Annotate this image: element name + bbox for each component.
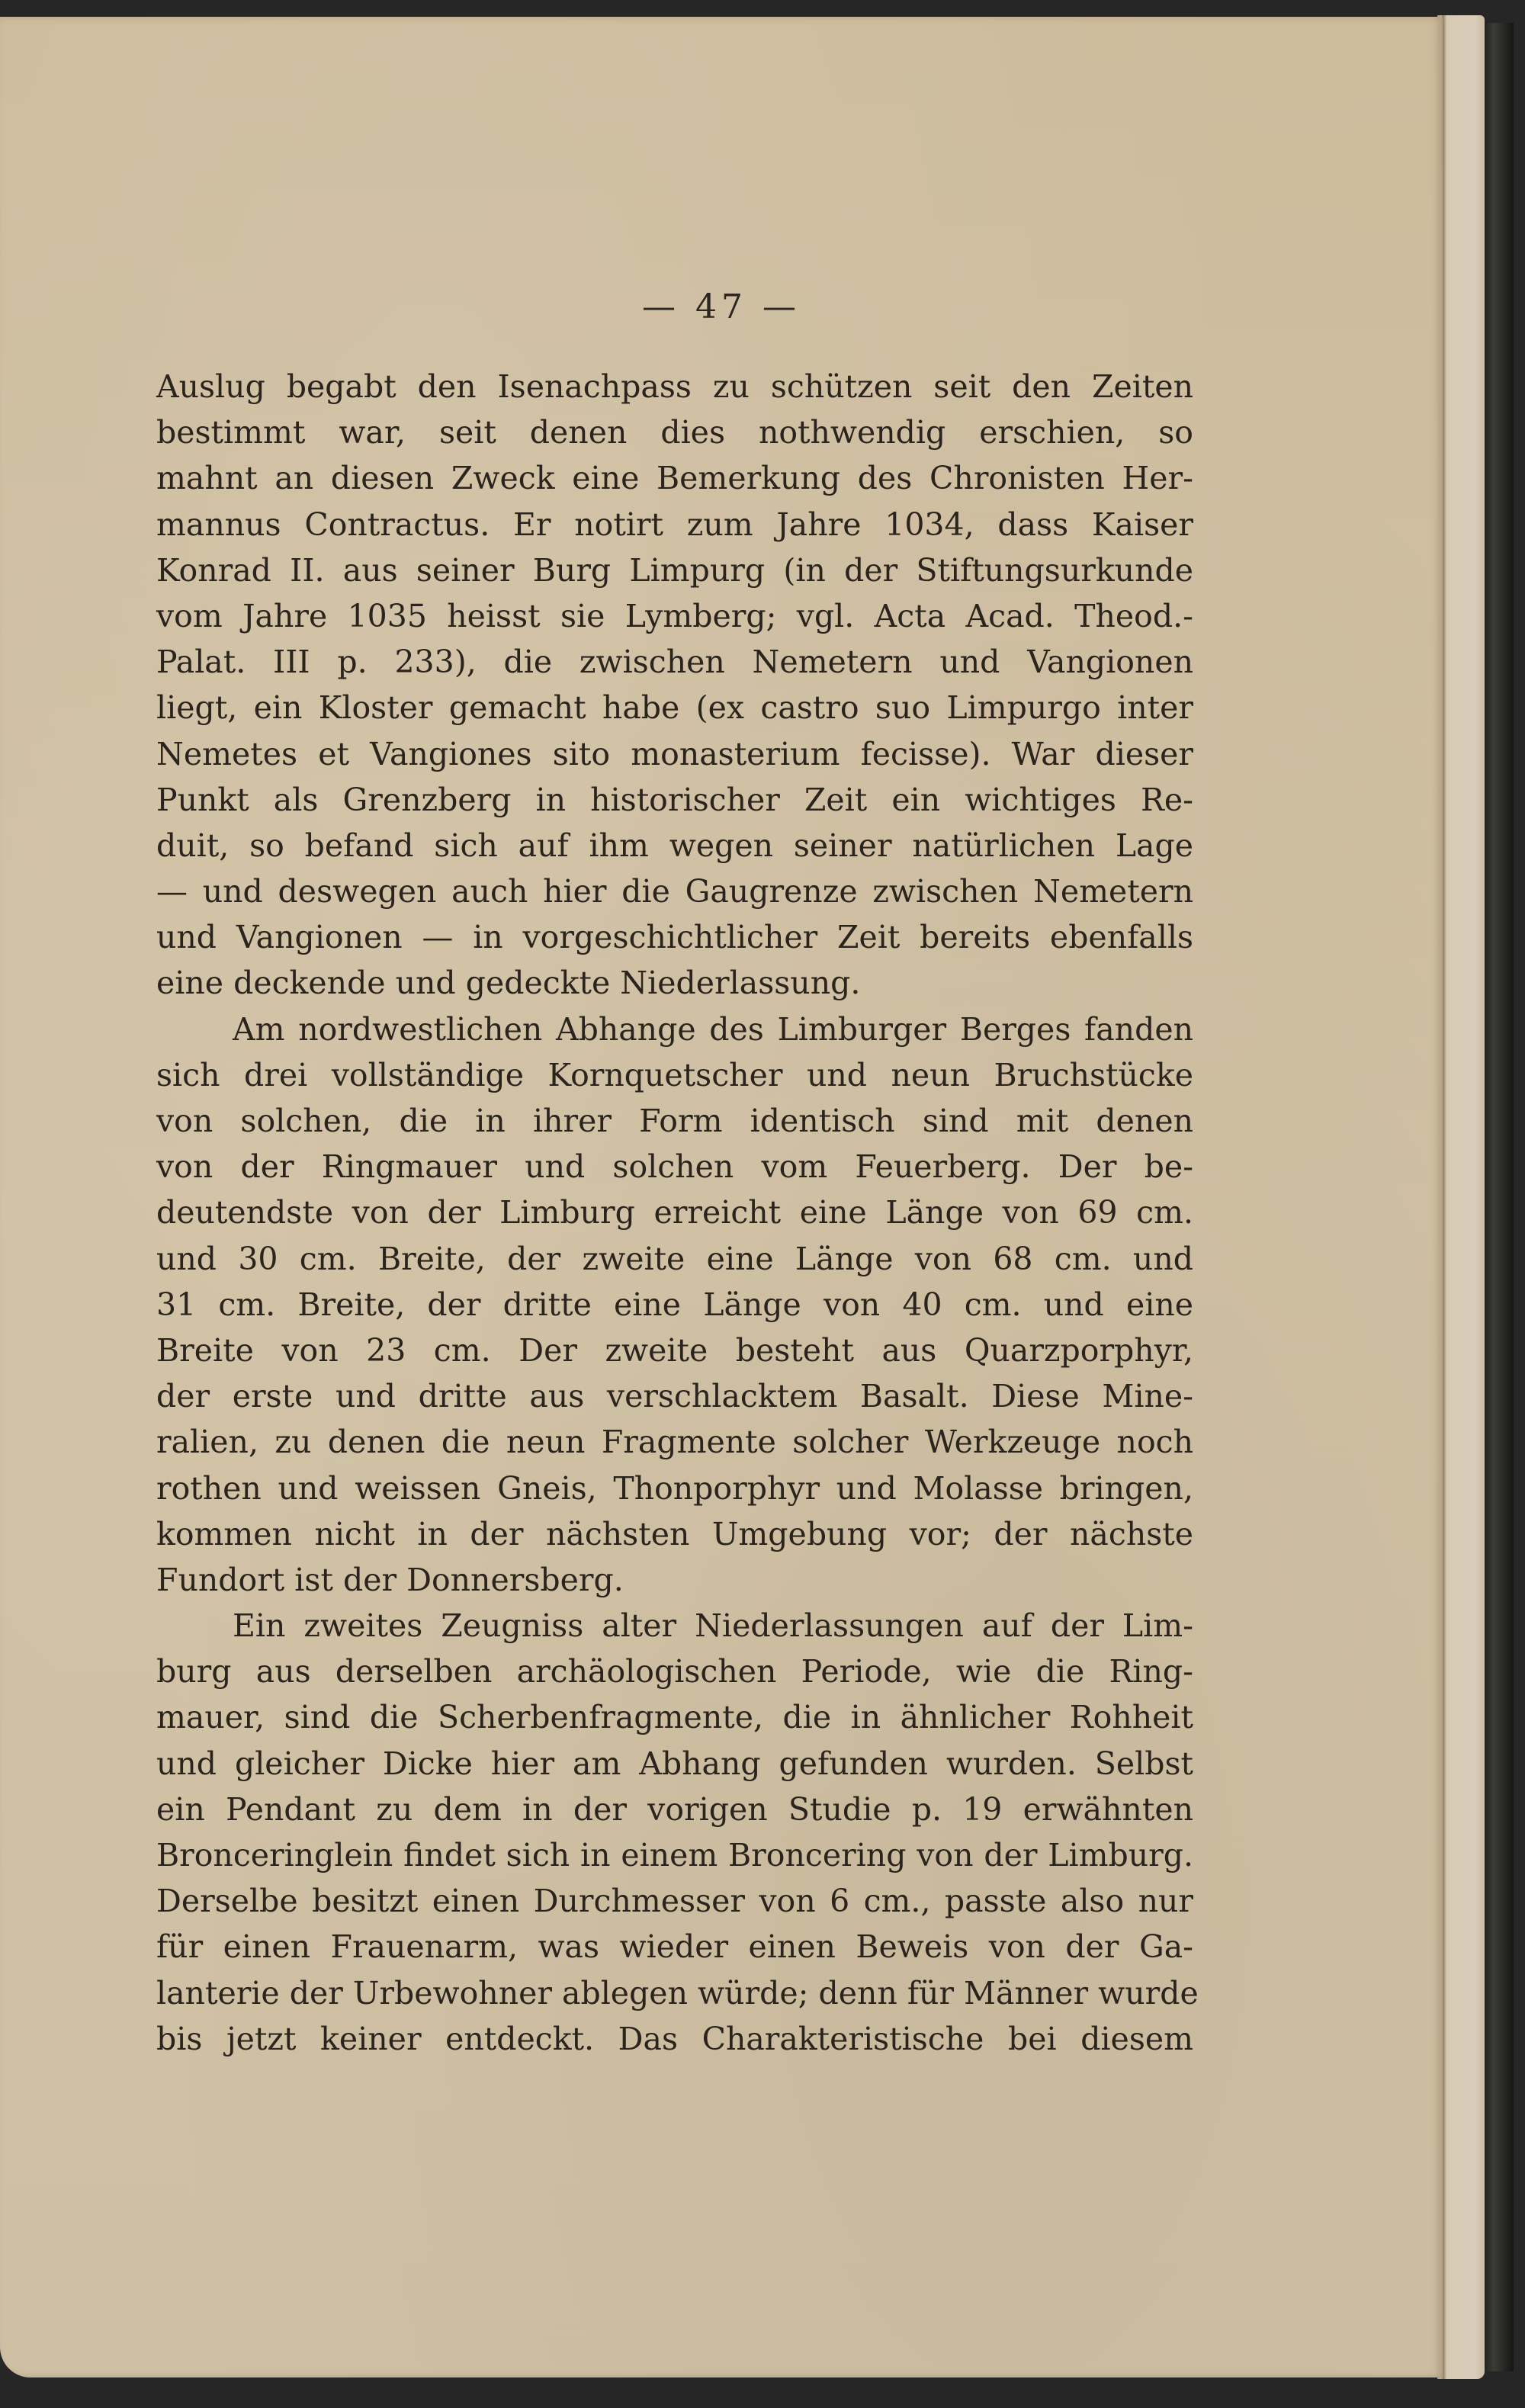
text-line: Breite von 23 cm. Der zweite besteht aus Quarzporphyr, xyxy=(156,1331,1193,1369)
book-cover-edge xyxy=(1483,23,1514,2371)
book-page xyxy=(0,17,1443,2377)
text-line: eine deckende und gedeckte Niederlassung. xyxy=(156,965,861,1002)
text-line: mannus Contractus. Er notirt zum Jahre 1034, dass Kaiser xyxy=(156,506,1193,543)
text-line: der erste und dritte aus verschlacktem Basalt. Diese Mine- xyxy=(156,1378,1193,1415)
text-line: und gleicher Dicke hier am Abhang gefunden wurden. Selbst xyxy=(156,1745,1193,1782)
text-line: bestimmt war, seit denen dies nothwendig erschien, so xyxy=(156,414,1193,451)
text-line: vom Jahre 1035 heisst sie Lymberg; vgl. Acta Acad. Theod.- xyxy=(156,597,1193,634)
text-line: und Vangionen — in vorgeschichtlicher Zeit bereits ebenfalls xyxy=(156,919,1193,956)
paragraph-start-line: Am nordwestlichen Abhange des Limburger Berges fanden xyxy=(233,1010,1193,1048)
text-line: mahnt an diesen Zweck eine Bemerkung des Chronisten Her- xyxy=(156,460,1193,497)
text-line: kommen nicht in der nächsten Umgebung vor; der nächste xyxy=(156,1515,1193,1552)
text-line: Nemetes et Vangiones sito monasterium fecisse). War dieser xyxy=(156,735,1193,772)
text-line: — und deswegen auch hier die Gaugrenze zwischen Nemetern xyxy=(156,873,1193,910)
text-line: deutendste von der Limburg erreicht eine Länge von 69 cm. xyxy=(156,1194,1193,1231)
paragraph-start-line: Ein zweites Zeugniss alter Niederlassungen auf der Lim- xyxy=(233,1607,1193,1645)
text-line: lanterie der Urbewohner ablegen würde; denn für Männer wurde xyxy=(156,1974,1199,2011)
body-text xyxy=(156,364,1199,2062)
text-line: burg aus derselben archäologischen Periode, wie die Ring- xyxy=(156,1653,1193,1690)
text-line: rothen und weissen Gneis, Thonporphyr und Molasse bringen, xyxy=(156,1469,1193,1507)
text-line: für einen Frauenarm, was wieder einen Beweis von der Ga- xyxy=(156,1928,1193,1966)
text-line: von solchen, die in ihrer Form identisch sind mit denen xyxy=(156,1103,1193,1139)
text-line: mauer, sind die Scherbenfragmente, die in ähnlicher Rohheit xyxy=(156,1699,1193,1736)
text-line: Derselbe besitzt einen Durchmesser von 6 cm., passte also nur xyxy=(156,1883,1193,1920)
text-line: Auslug begabt den Isenachpass zu schützen seit den Zeiten xyxy=(156,368,1193,405)
text-line: von der Ringmauer und solchen vom Feuerberg. Der be- xyxy=(156,1148,1193,1186)
text-line: ralien, zu denen die neun Fragmente solcher Werkzeuge noch xyxy=(156,1424,1193,1461)
text-line: bis jetzt keiner entdeckt. Das Charakteristische bei diesem xyxy=(156,2020,1193,2057)
text-line: Palat. III p. 233), die zwischen Nemetern und Vangionen xyxy=(156,644,1193,681)
text-line: und 30 cm. Breite, der zweite eine Länge von 68 cm. und xyxy=(156,1240,1193,1277)
text-line: 31 cm. Breite, der dritte eine Länge von 40 cm. und eine xyxy=(156,1286,1193,1323)
text-line: liegt, ein Kloster gemacht habe (ex castro suo Limpurgo inter xyxy=(156,689,1193,727)
text-line: duit, so befand sich auf ihm wegen seiner natürlichen Lage xyxy=(156,827,1193,864)
text-line: Konrad II. aus seiner Burg Limpurg (in der Stiftungsurkunde xyxy=(156,551,1193,589)
text-line: sich drei vollständige Kornquetscher und neun Bruchstücke xyxy=(156,1056,1193,1093)
text-line: ein Pendant zu dem in der vorigen Studie p. 19 erwähnten xyxy=(156,1790,1193,1828)
text-line: Bronceringlein findet sich in einem Broncering von der Limburg. xyxy=(156,1837,1193,1873)
page-number: — 47 — xyxy=(642,287,801,326)
text-line: Punkt als Grenzberg in historischer Zeit ein wichtiges Re- xyxy=(156,781,1193,818)
text-line: Fundort ist der Donnersberg. xyxy=(156,1561,624,1598)
page-edges xyxy=(1437,15,1485,2379)
